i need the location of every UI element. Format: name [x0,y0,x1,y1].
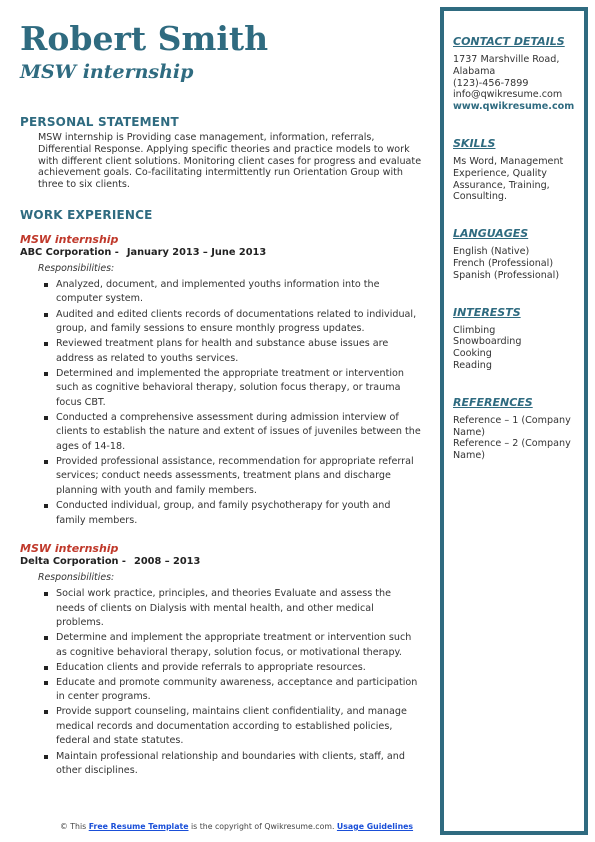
interests-section [453,306,576,372]
references-list [453,415,576,462]
references-section [453,396,576,462]
contact-details [453,54,576,113]
job-dates: 2008 – 2013 [134,556,201,568]
responsibilities-label: Responsibilities: [38,262,115,274]
duty-item: Educate and promote community awareness, acceptance and participation in center programs. [20,676,422,705]
website-link[interactable]: www.qwikresume.com [453,101,575,113]
usage-guidelines-link[interactable]: Usage Guidelines [336,822,414,831]
candidate-title: MSW internship [20,61,194,83]
duty-item: Conducted individual, group, and family psychotherapy for youth and family members. [20,499,422,528]
sidebar [440,7,588,835]
languages-list [453,246,576,281]
duty-item: Reviewed treatment plans for health and substance abuse issues are address as related to youths services. [20,337,422,366]
language-item: English (Native) [453,246,530,258]
job-company-line [20,247,422,259]
duty-item: Determine and implement the appropriate treatment or intervention such as cognitive behavioral therapy, solution focus, or motivational therapy. [20,631,422,660]
duty-item: Education clients and provide referrals to appropriate resources. [20,661,422,676]
duty-item: Conducted a comprehensive assessment during admission interview of clients to establish the nature and extent of issues of juveniles between the ages of 14-18. [20,411,422,455]
duty-item: Social work practice, principles, and theories Evaluate and assess the needs of clients on Dialysis with mental health, and other medical problems. [20,587,422,631]
footer-prefix: © This [60,822,87,831]
duties-list [20,587,422,778]
languages-section [453,227,576,281]
address-line: Alabama [453,65,496,77]
duty-item: Provided professional assistance, recommendation for appropriate referral services; conduct needs assessments, treatment plans and discharge planning with youth and family members. [20,455,422,499]
job-title: MSW internship [20,542,119,556]
language-item: French (Professional) [453,257,554,269]
skills-text: Ms Word, Management Experience, Quality Assurance, Training, Consulting. [453,155,564,203]
duties-list [20,278,422,528]
language-item: Spanish (Professional) [453,269,560,281]
skills-section [453,137,576,203]
job-company: Delta Corporation - [20,556,127,568]
sidebar-panel [444,11,584,831]
footer-middle: is the copyright of Qwikresume.com. [191,822,335,831]
job-title: MSW internship [20,232,119,246]
copyright-footer [60,822,413,831]
duty-item: Provide support counseling, maintains client confidentiality, and manage medical records and documentation according to established policies, federal and state statutes. [20,705,422,749]
address-line: 1737 Marshville Road, [453,54,560,65]
duty-item: Audited and edited clients records of documentations related to individual, group, and family sessions to ensure monthly progress updates. [20,308,422,337]
candidate-name: Robert Smith [20,19,269,58]
interest-item: Cooking [453,348,492,360]
duty-item: Maintain professional relationship and boundaries with clients, staff, and other disciplines. [20,750,422,779]
interests-list [453,325,576,372]
interest-item: Reading [453,359,492,371]
responsibilities-label: Responsibilities: [38,572,115,584]
work-experience-heading: WORK EXPERIENCE [20,207,153,222]
skills-heading: SKILLS [453,136,496,150]
job-entry [20,233,422,528]
languages-heading: LANGUAGES [453,227,529,241]
job-company-line [20,556,422,568]
phone: (123)-456-7899 [453,77,529,89]
personal-statement-heading: PERSONAL STATEMENT [20,115,179,129]
references-heading: REFERENCES [453,395,533,409]
job-entry [20,542,422,778]
reference-item: Reference – 1 (Company Name) [453,414,571,438]
contact-heading: CONTACT DETAILS [453,35,565,48]
interest-item: Snowboarding [453,336,522,348]
reference-item: Reference – 2 (Company Name) [453,438,571,462]
duty-item: Determined and implemented the appropriate treatment or intervention such as cognitive behavioral therapy, solution focus therapy, or trauma focus CBT. [20,367,422,411]
interest-item: Climbing [453,324,496,336]
personal-statement-text: MSW internship is Providing case management, information, referrals, Differential Response. Applying specific theories and practice models to work with different client solutions. Monitoring client cases for progress and evaluate achievement goals. Co-facilitating intermittently run Orientation Group with three to six clients. [38,132,422,191]
main-column [20,20,422,779]
duty-item: Analyzed, document, and implemented youths information into the computer system. [20,278,422,307]
job-dates: January 2013 – June 2013 [126,246,267,258]
interests-heading: INTERESTS [453,305,521,319]
job-company: ABC Corporation - [20,246,119,258]
email-link[interactable]: info@qwikresume.com [453,89,563,101]
free-resume-template-link[interactable]: Free Resume Template [88,822,189,831]
contact-section [453,35,576,113]
